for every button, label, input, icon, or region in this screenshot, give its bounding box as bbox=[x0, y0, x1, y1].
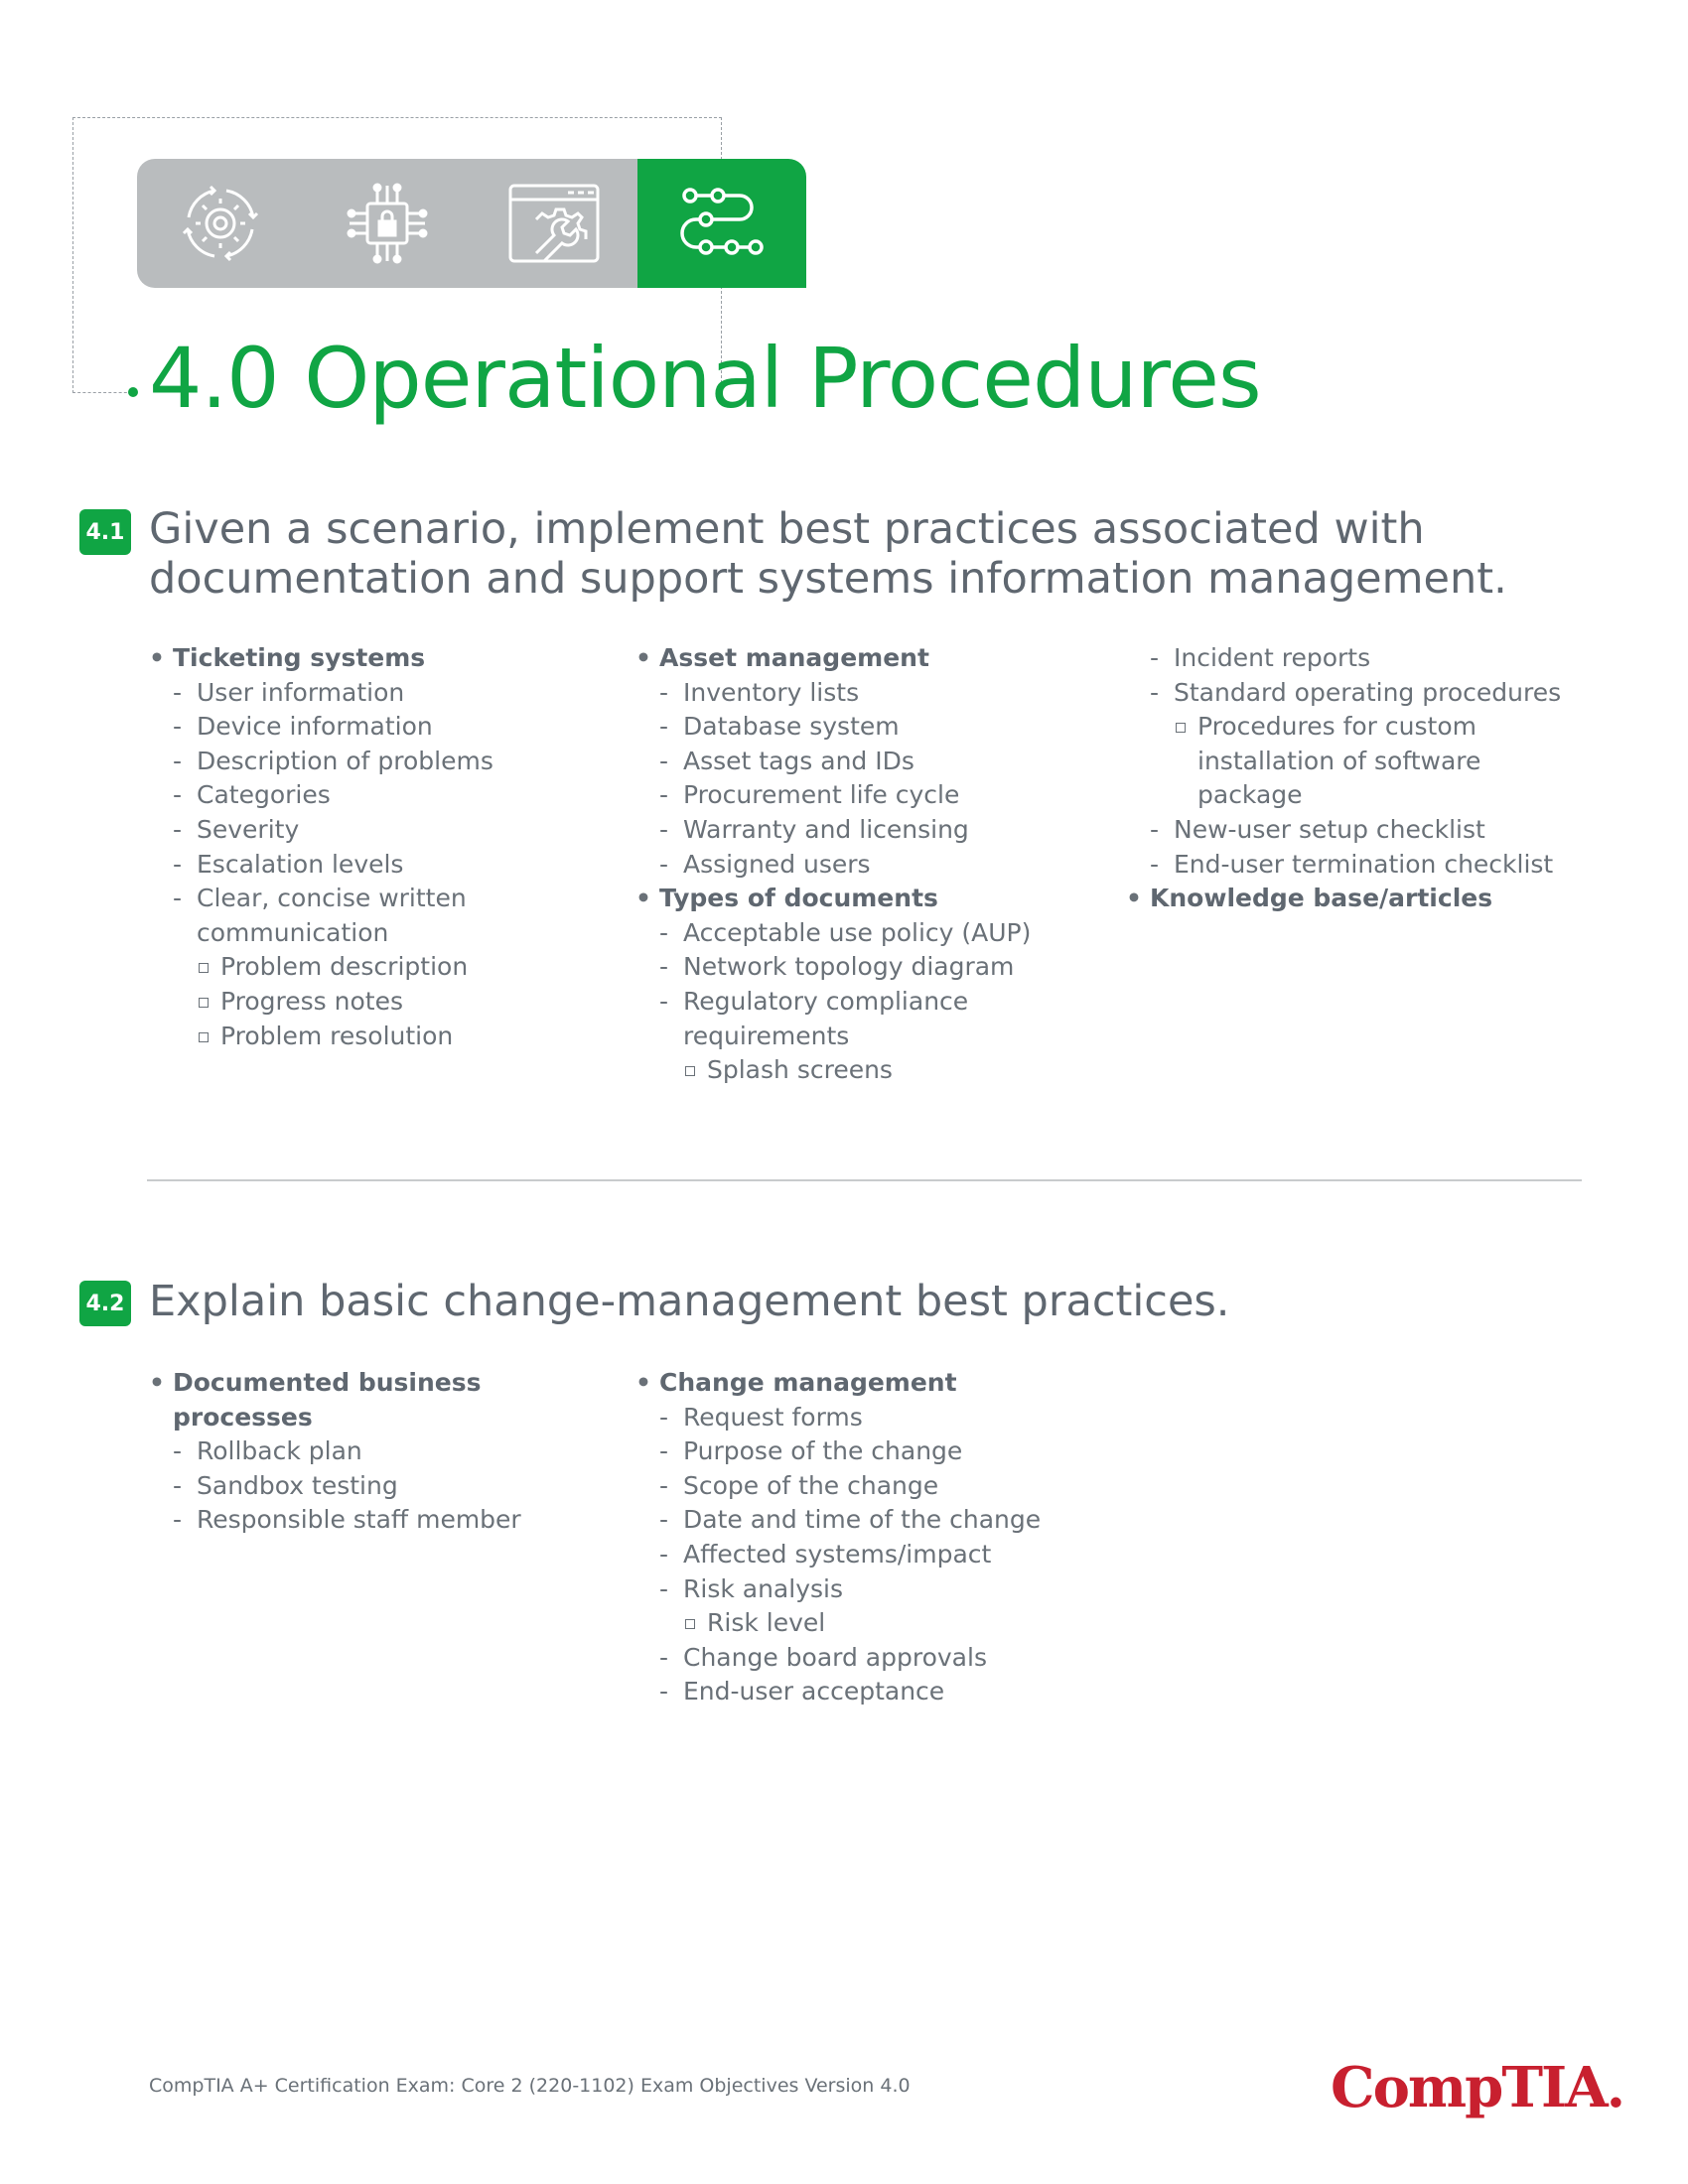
list-item: - Incident reports bbox=[1126, 641, 1593, 676]
list-item: - Severity bbox=[149, 813, 616, 848]
section-number-badge: 4.1 bbox=[79, 509, 131, 555]
list-item: - Scope of the change bbox=[635, 1469, 1102, 1504]
list-item: - Inventory lists bbox=[635, 676, 1092, 711]
list-item: - Escalation levels bbox=[149, 848, 616, 883]
list-item: • Knowledge base/articles bbox=[1126, 882, 1593, 916]
flow-path-icon bbox=[637, 159, 806, 288]
list-item: - Acceptable use policy (AUP) bbox=[635, 916, 1092, 951]
list-item: Risk level bbox=[635, 1606, 1102, 1641]
section-4-2-column-2 bbox=[635, 1366, 1102, 1709]
browser-wrench-icon bbox=[471, 159, 637, 288]
objective-list bbox=[149, 641, 616, 1053]
list-item: • Types of documents bbox=[635, 882, 1092, 916]
list-item: - Asset tags and IDs bbox=[635, 745, 1092, 779]
list-item: - Assigned users bbox=[635, 848, 1092, 883]
list-item: - Description of problems bbox=[149, 745, 616, 779]
list-item: • Asset management bbox=[635, 641, 1092, 676]
list-item: • Change management bbox=[635, 1366, 1102, 1401]
section-4-1-column-3 bbox=[1126, 641, 1593, 916]
list-item: - Database system bbox=[635, 710, 1092, 745]
section-divider bbox=[147, 1179, 1582, 1181]
objective-list bbox=[149, 1366, 616, 1538]
list-item: - Procurement life cycle bbox=[635, 778, 1092, 813]
list-item: - Network topology diagram bbox=[635, 950, 1092, 985]
gear-cycle-icon bbox=[137, 159, 304, 288]
domain-icon-strip bbox=[137, 159, 637, 288]
page-title: 4.0 Operational Procedures bbox=[149, 330, 1261, 427]
list-item: - Request forms bbox=[635, 1401, 1102, 1435]
list-item: - Rollback plan bbox=[149, 1434, 616, 1469]
list-item: Problem description bbox=[149, 950, 616, 985]
section-4-1-column-1 bbox=[149, 641, 616, 1053]
circuit-lock-icon bbox=[304, 159, 471, 288]
list-item: • Documented business processes bbox=[149, 1366, 616, 1434]
footer-text: CompTIA A+ Certification Exam: Core 2 (220-1102) Exam Objectives Version 4.0 bbox=[149, 2075, 911, 2097]
list-item: - End-user termination checklist bbox=[1126, 848, 1593, 883]
list-item: - Clear, concise written communication bbox=[149, 882, 485, 950]
section-heading: Given a scenario, implement best practices associated with documentation and support systems information management. bbox=[149, 504, 1507, 604]
list-item: Problem resolution bbox=[149, 1020, 616, 1054]
list-item: - Responsible staff member bbox=[149, 1503, 616, 1538]
list-item: - Standard operating procedures bbox=[1126, 676, 1593, 711]
list-item: • Ticketing systems bbox=[149, 641, 616, 676]
list-item: - End-user acceptance bbox=[635, 1675, 1102, 1709]
section-4-2-column-1 bbox=[149, 1366, 616, 1538]
list-item: - Warranty and licensing bbox=[635, 813, 1092, 848]
list-item: Procedures for custom installation of software package bbox=[1126, 710, 1525, 813]
header-frame-line bbox=[72, 392, 132, 394]
section-number-badge: 4.2 bbox=[79, 1281, 131, 1326]
title-dot bbox=[128, 387, 138, 397]
list-item: - New-user setup checklist bbox=[1126, 813, 1593, 848]
list-item: - Categories bbox=[149, 778, 616, 813]
objective-list bbox=[635, 1366, 1102, 1709]
list-item: - User information bbox=[149, 676, 616, 711]
list-item: - Device information bbox=[149, 710, 616, 745]
list-item: - Purpose of the change bbox=[635, 1434, 1102, 1469]
list-item: - Risk analysis bbox=[635, 1572, 1102, 1607]
comptia-logo: CompTIA. bbox=[1331, 2055, 1624, 2120]
list-item: - Affected systems/impact bbox=[635, 1538, 1102, 1572]
list-item: - Regulatory compliance requirements bbox=[635, 985, 1001, 1053]
list-item: - Sandbox testing bbox=[149, 1469, 616, 1504]
list-item: Splash screens bbox=[635, 1053, 1092, 1088]
list-item: Progress notes bbox=[149, 985, 616, 1020]
list-item: - Change board approvals bbox=[635, 1641, 1102, 1676]
section-heading: Explain basic change-management best practices. bbox=[149, 1277, 1230, 1326]
objective-list bbox=[635, 641, 1092, 1088]
section-4-1-column-2 bbox=[635, 641, 1092, 1088]
list-item: - Date and time of the change bbox=[635, 1503, 1102, 1538]
objective-list bbox=[1126, 641, 1593, 916]
